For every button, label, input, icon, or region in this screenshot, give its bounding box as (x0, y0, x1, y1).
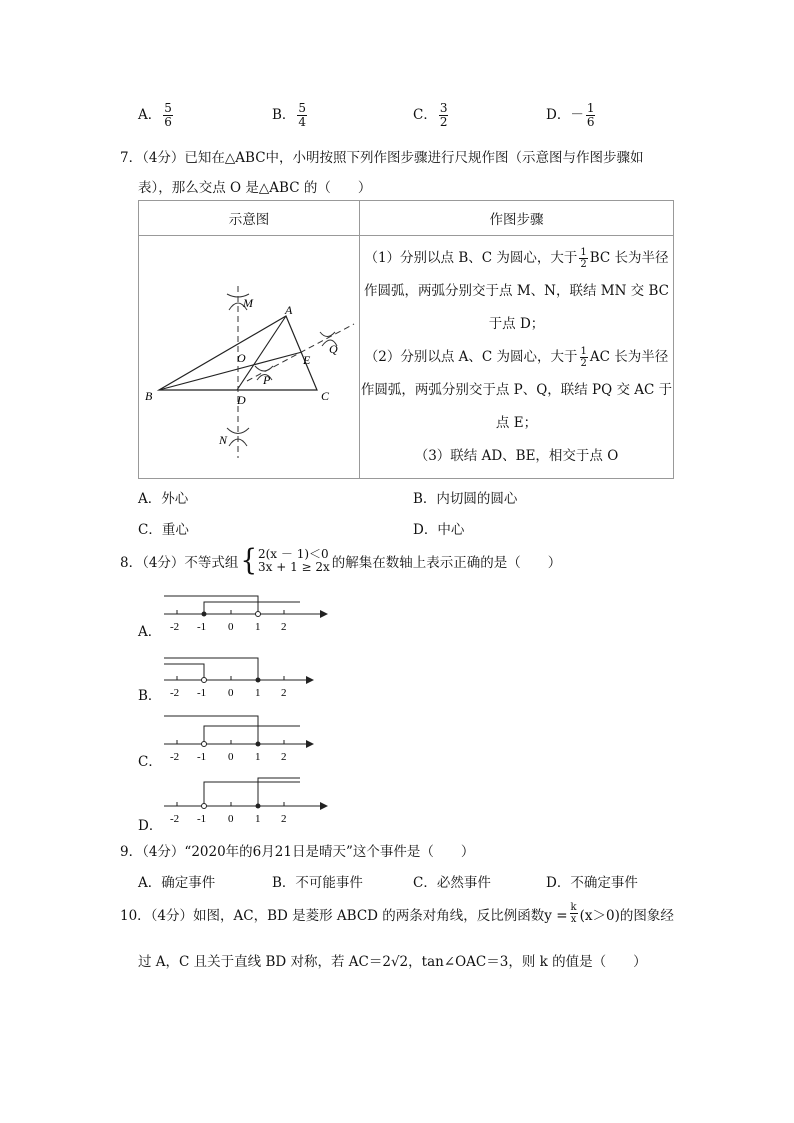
label-c: C (321, 389, 330, 403)
label-b: B (145, 389, 153, 403)
q8-option-c-label: C． (138, 754, 162, 770)
step2-line2: 作圆弧，两弧分别交于点 P、Q，联结 PQ 交 AC 于 (360, 382, 673, 398)
q7-option-c: C．重心 (138, 522, 189, 538)
q8-numberline-b (160, 654, 330, 702)
q8-numberline-a (160, 588, 330, 636)
q10-line2: 过 A，C 且关于直线 BD 对称，若 AC＝2√2，tan∠OAC＝3，则 k 的值是（ ） (138, 954, 647, 970)
q8-option-b-label: B． (138, 688, 162, 704)
svg-text:-1: -1 (197, 813, 207, 825)
svg-text:1: 1 (255, 813, 261, 825)
q8-numberline-d (160, 774, 330, 826)
step1-line1: （1）分别以点 B、C 为圆心，大于 $\frac{1}{2}$ BC 长为半径 (364, 247, 669, 270)
svg-text:0: 0 (228, 813, 234, 825)
q9-option-b: B．不可能事件 (272, 875, 363, 891)
step1-line2: 作圆弧，两弧分别交于点 M、N，联结 MN 交 BC (364, 283, 669, 299)
q9-option-d: D．不确定事件 (546, 875, 638, 891)
q8-option-d-label: D． (138, 818, 163, 834)
table-head-steps: 作图步骤 (360, 201, 674, 236)
svg-text:-2: -2 (170, 751, 180, 763)
svg-text:2: 2 (281, 621, 287, 633)
label-e: E (303, 353, 311, 367)
svg-text:2: 2 (281, 813, 287, 825)
q7-stem-line1: 7．（4分）已知在△ABC中，小明按照下列作图步骤进行尺规作图（示意图与作图步骤如 (120, 150, 644, 166)
svg-text:-2: -2 (170, 813, 180, 825)
svg-text:0: 0 (228, 687, 234, 699)
step2-line3: 点 E； (495, 415, 538, 431)
steps-cell (360, 236, 674, 479)
svg-text:-2: -2 (170, 621, 180, 633)
svg-text:1: 1 (255, 687, 261, 699)
label-o: O (237, 351, 246, 365)
q6-option-b: B． $\frac{5}{4}$ (272, 101, 307, 129)
step1-line3: 于点 D； (488, 316, 545, 332)
label-d: D (237, 393, 246, 407)
q7-option-d: D．中心 (413, 522, 465, 538)
q9-option-a: A．确定事件 (138, 875, 216, 891)
q9-option-c: C．必然事件 (413, 875, 491, 891)
label-n: N (219, 433, 228, 447)
svg-text:-1: -1 (197, 621, 207, 633)
q7-stem-line2: 表），那么交点 O 是△ABC 的（ ） (138, 180, 372, 196)
label-q: Q (329, 342, 338, 356)
q8-stem: 8．（4分）不等式组 { 2(x － 1)＜0 3x + 1 ≥ 2x 的解集在数轴上表示正确的是（ ） (120, 544, 562, 578)
q7-steps-table (138, 200, 674, 479)
q6-option-c: C． $\frac{3}{2}$ (413, 101, 448, 129)
label-a: A (285, 303, 293, 317)
q10-line1: 10．（4分）如图，AC，BD 是菱形 ABCD 的两条对角线，反比例函数y = $\frac{k}{x}$ (x＞0)的图象经 (120, 902, 674, 925)
svg-text:2: 2 (281, 751, 287, 763)
diagram-cell (139, 236, 360, 479)
svg-text:1: 1 (255, 751, 261, 763)
svg-text:1: 1 (255, 621, 261, 633)
label-m: M (243, 296, 253, 310)
q6-option-a: A． $\frac{5}{6}$ (138, 101, 172, 129)
construction-diagram (139, 236, 359, 478)
step3-line: （3）联结 AD、BE，相交于点 O (414, 448, 619, 464)
label-p: P (263, 373, 271, 387)
svg-text:-2: -2 (170, 687, 180, 699)
step2-line1: （2）分别以点 A、C 为圆心，大于 $\frac{1}{2}$ AC 长为半径 (364, 346, 669, 369)
svg-text:0: 0 (228, 621, 234, 633)
q8-numberline-c (160, 712, 330, 764)
table-head-diagram: 示意图 (139, 201, 360, 236)
q8-option-a-label: A． (138, 624, 162, 640)
q7-option-a: A．外心 (138, 491, 189, 507)
inequality-system: { 2(x － 1)＜0 3x + 1 ≥ 2x (240, 544, 330, 578)
svg-text:2: 2 (281, 687, 287, 699)
svg-text:-1: -1 (197, 687, 207, 699)
svg-text:0: 0 (228, 751, 234, 763)
q6-option-d: D．－ $\frac{1}{6}$ (546, 101, 595, 129)
q9-stem: 9．（4分）“2020年的6月21日是晴天”这个事件是（ ） (120, 844, 475, 860)
q7-option-b: B．内切圆的圆心 (413, 491, 518, 507)
svg-text:-1: -1 (197, 751, 207, 763)
